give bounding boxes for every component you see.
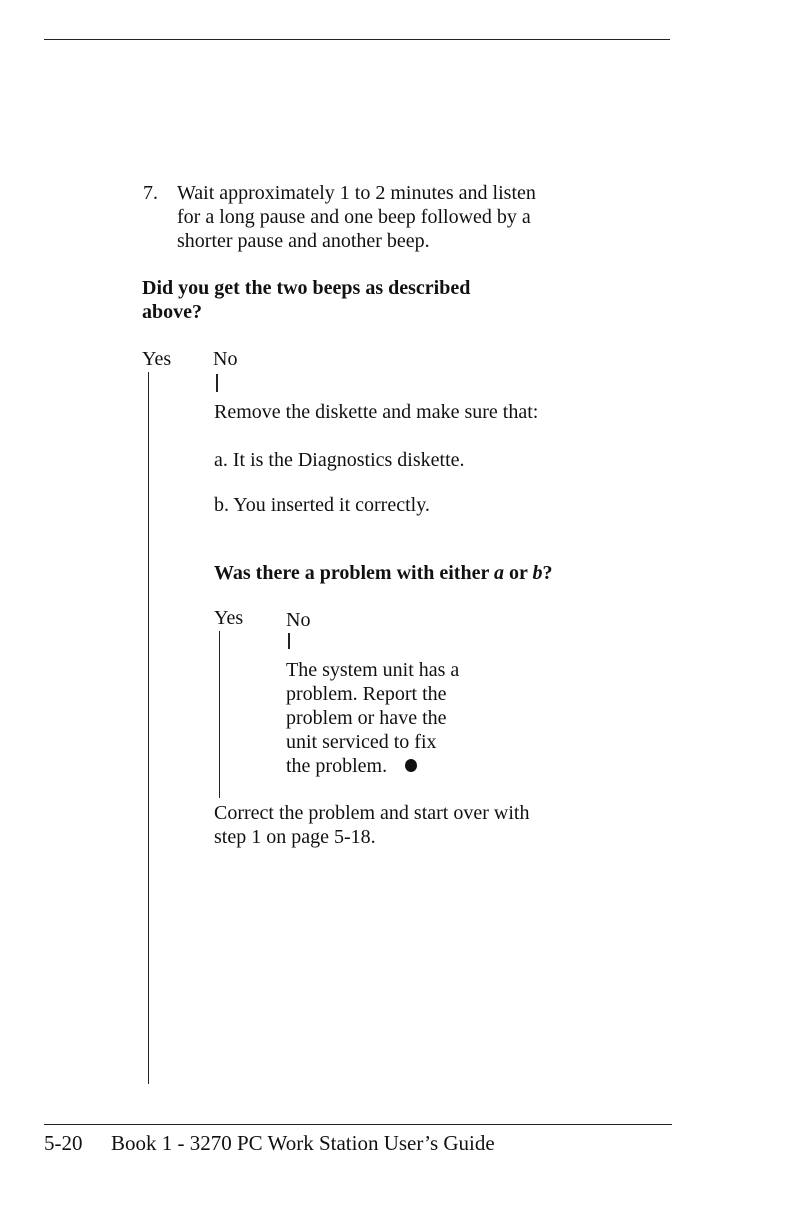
branch-1-yes-line	[148, 372, 149, 1084]
question-1-line-2: above?	[142, 301, 202, 323]
question-2	[214, 561, 553, 585]
header-rule	[44, 39, 670, 40]
step-number: 7.	[143, 182, 158, 204]
question-2-prefix: Was there a problem with either	[214, 562, 494, 584]
branch-1-yes-label: Yes	[142, 348, 172, 370]
question-2-suffix: ?	[542, 562, 553, 584]
question-2-option-b: b	[532, 562, 543, 584]
branch-2-yes-line	[219, 631, 220, 798]
branch-2-no-line-3: problem or have the	[286, 707, 447, 729]
footer-title: Book 1 - 3270 PC Work Station User’s Guide	[111, 1131, 495, 1155]
item-a: a. It is the Diagnostics diskette.	[214, 449, 465, 471]
branch-2-yes-line-2: step 1 on page 5-18.	[214, 826, 376, 848]
step-text-line-1: Wait approximately 1 to 2 minutes and listen	[177, 182, 536, 204]
end-bullet-icon	[405, 759, 417, 772]
question-1-line-1: Did you get the two beeps as described	[142, 277, 471, 299]
step-text-line-2: for a long pause and one beep followed by a	[177, 206, 531, 228]
footer-rule	[44, 1124, 672, 1125]
branch-2-no-label: No	[286, 609, 311, 631]
step-text-line-3: shorter pause and another beep.	[177, 230, 430, 252]
branch-2-no-tick	[288, 633, 290, 649]
branch-1-no-tick	[216, 374, 218, 392]
branch-1-no-text: Remove the diskette and make sure that:	[214, 401, 539, 423]
branch-2-no-line-5: the problem.	[286, 755, 388, 777]
branch-2-yes-line-1: Correct the problem and start over with	[214, 802, 530, 824]
branch-2-yes-label: Yes	[214, 607, 244, 629]
branch-2-no-line-2: problem. Report the	[286, 683, 447, 705]
item-b: b. You inserted it correctly.	[214, 494, 430, 516]
branch-1-no-label: No	[213, 348, 238, 370]
branch-2-no-line-1: The system unit has a	[286, 659, 460, 681]
question-2-mid: or	[503, 562, 533, 584]
footer-page-number: 5-20	[44, 1131, 83, 1155]
question-2-option-a: a	[493, 562, 504, 584]
branch-2-no-line-4: unit serviced to fix	[286, 731, 437, 753]
